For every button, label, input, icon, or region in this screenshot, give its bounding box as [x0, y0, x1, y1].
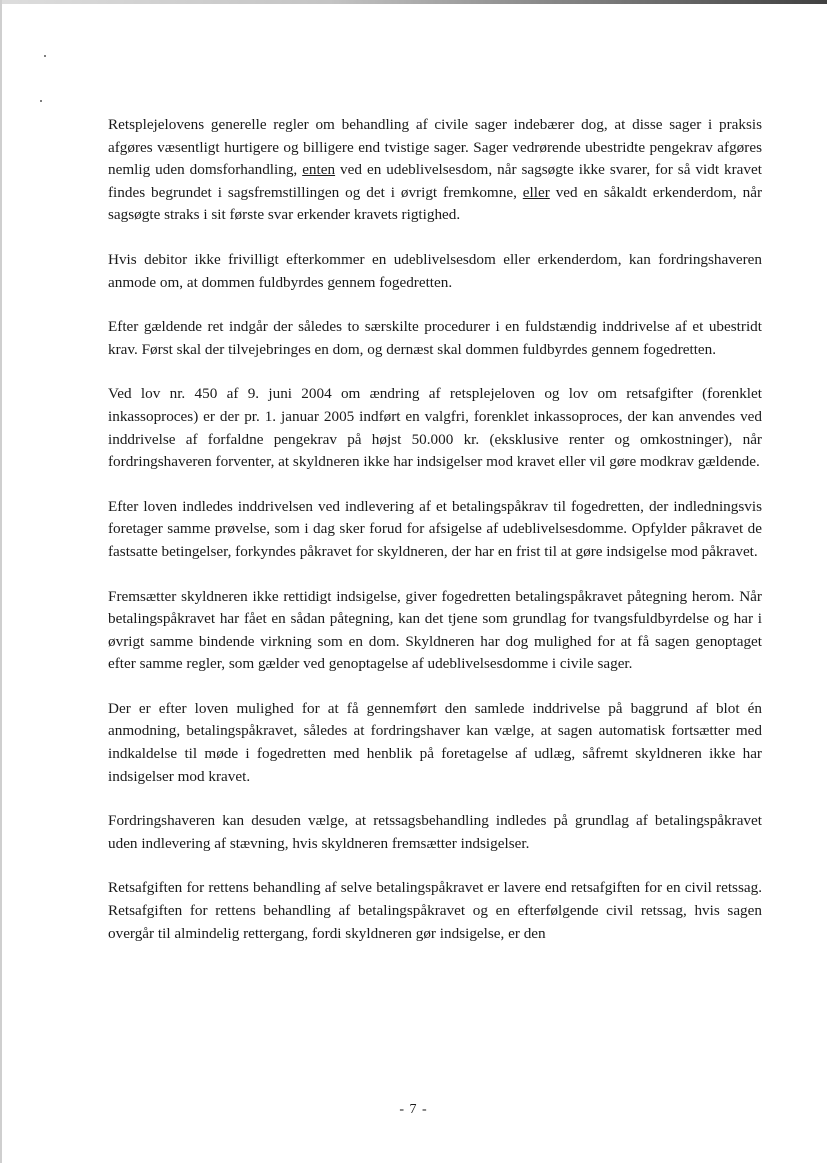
page-body: [108, 114, 762, 967]
paragraph-9: Retsafgiften for rettens behandling af selve betalingspåkravet er lavere end retsafgiften for en civil retssag. Retsafgiften for rettens behandling af betalingspåkravet og en efterfølgende civil retssag, hvis sagen overgår til almindelig rettergang, fordi skyldneren gør indsigelse, er den: [108, 879, 762, 942]
scan-left-edge: [0, 0, 2, 1163]
paragraph-3: Efter gældende ret indgår der således to særskilte procedurer i en fuldstændig inddrivelse af et ubestridt krav. Først skal der tilvejebringes en dom, og dernæst skal dommen fuldbyrdes gennem fogedretten.: [108, 318, 762, 358]
text-run: Retsplejelovens generelle regler om behandling af civile sager indebærer dog, at disse sager i praksis afgøres væsentligt hurtigere og billigere end tvistige sager. Sager vedrørende ubestridte pengekrav afgøres nemlig uden domsforhandling,: [108, 116, 762, 179]
scan-top-edge: [0, 0, 827, 4]
page-number: - 7 -: [399, 1102, 428, 1117]
text-run: ved en udeblivelsesdom, når sagsøgte ikke svarer, for så vidt kravet findes begrundet i sagsfremstillingen og det i øvrigt fremkomne,: [108, 161, 762, 201]
underlined-word-enten: enten: [302, 161, 336, 179]
paragraph-8: Fordringshaveren kan desuden vælge, at retssagsbehandling indledes på grundlag af betalingspåkravet uden indlevering af stævning, hvis skyldneren fremsætter indsigelser.: [108, 812, 762, 852]
underlined-word-eller: eller: [522, 183, 550, 201]
paragraph-2: Hvis debitor ikke frivilligt efterkommer en udeblivelsesdom eller erkenderdom, kan fordringshaveren anmode om, at dommen fuldbyrdes gennem fogedretten.: [108, 250, 762, 291]
paragraph-7: Der er efter loven mulighed for at få gennemført den samlede inddrivelse på baggrund af blot én anmodning, betalingspåkravet, således at fordringshaver kan vælge, at sagen automatisk fortsætter med indkaldelse til møde i fogedretten med henblik på foretagelse af udlæg, såfremt skyldneren ikke har indsigelser mod kravet.: [108, 699, 762, 785]
scan-speck: [40, 100, 42, 102]
paragraph-6: Fremsætter skyldneren ikke rettidigt indsigelse, giver fogedretten betalingspåkravet påtegning herom. Når betalingspåkravet har fået en sådan påtegning, kan det tjene som grundlag for tvangsfuldbyrdelse og har i øvrigt samme bindende virkning som en dom. Skyldneren har dog mulighed for at få sagen genoptaget efter samme regler, som gælder ved genoptagelse af udeblivelsesdomme i civile sager.: [108, 587, 762, 673]
paragraph-4: Ved lov nr. 450 af 9. juni 2004 om ændring af retsplejeloven og lov om retsafgifter (forenklet inkassoproces) er der pr. 1. januar 2005 indført en valgfri, forenklet inkassoproces, der kan anvendes ved inddrivelse af forfaldne pengekrav på højst 50.000 kr. (eksklusive renter og omkostninger), når fordringshaveren forventer, at skyldneren ikke har indsigelser mod kravet eller vil gøre modkrav gældende.: [108, 385, 762, 471]
text-run: ved en såkaldt erkenderdom, når sagsøgte straks i sit første svar erkender kravets rigtighed.: [108, 183, 762, 224]
scan-speck: [44, 55, 46, 57]
paragraph-1: [108, 114, 762, 227]
paragraph-5: Efter loven indledes inddrivelsen ved indlevering af et betalingspåkrav til fogedretten, der indledningsvis foretager samme prøvelse, som i dag sker forud for afsigelse af udeblivelsesdomme. Opfylder påkravet de fastsatte betingelser, forkyndes påkravet for skyldneren, der har en frist til at gøre indsigelse mod påkravet.: [108, 497, 762, 560]
